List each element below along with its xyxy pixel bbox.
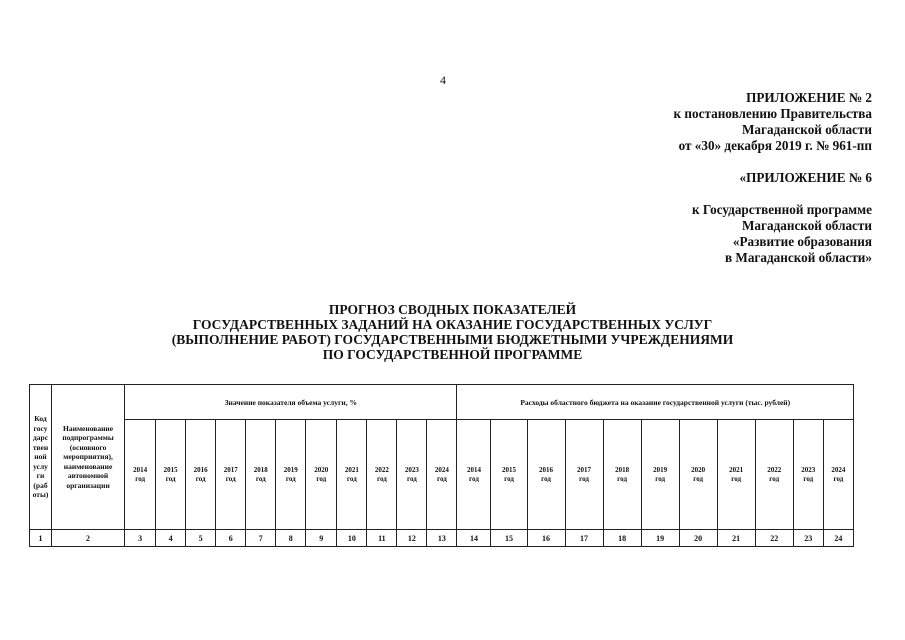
column-number-cell: 24 — [823, 530, 853, 547]
year-suffix: год — [346, 474, 357, 483]
volume-year-header — [216, 420, 246, 530]
year-suffix: год — [803, 474, 814, 483]
year-label: 2020 — [691, 465, 706, 474]
expenses-year-header — [793, 420, 823, 530]
year-suffix: год — [541, 474, 551, 483]
expenses-year-header — [491, 420, 527, 530]
year-label: 2021 — [729, 465, 744, 474]
title-line: ГОСУДАРСТВЕННЫХ ЗАДАНИЙ НА ОКАЗАНИЕ ГОСУДАРСТВЕННЫХ УСЛУГ — [192, 317, 713, 332]
code-column-header: Код госу дарс твен ной услу ги (раб оты) — [30, 385, 52, 530]
appendix-block — [674, 90, 872, 266]
expenses-group-header: Расходы областного бюджета на оказание государственной услуги (тыс. рублей) — [457, 385, 854, 420]
column-number-cell: 14 — [457, 530, 491, 547]
year-suffix: год — [693, 474, 704, 483]
year-suffix: год — [406, 474, 417, 483]
title-line: ПРОГНОЗ СВОДНЫХ ПОКАЗАТЕЛЕЙ — [328, 302, 577, 317]
expenses-year-header — [603, 420, 641, 530]
column-number-cell: 21 — [717, 530, 755, 547]
column-number-cell: 17 — [565, 530, 603, 547]
title-line: ПО ГОСУДАРСТВЕННОЙ ПРОГРАММЕ — [322, 347, 583, 362]
year-label: 2015 — [501, 465, 516, 474]
year-suffix: год — [617, 474, 627, 483]
column-number-cell: 3 — [125, 530, 156, 547]
year-suffix: год — [579, 474, 589, 483]
year-label: 2018 — [253, 465, 268, 474]
volume-year-header — [156, 420, 186, 530]
expenses-year-header — [755, 420, 793, 530]
appendix-line: к постановлению Правительства — [673, 106, 872, 121]
year-label: 2022 — [767, 465, 782, 474]
year-label: 2014 — [133, 465, 148, 474]
year-label: 2018 — [615, 465, 630, 474]
year-suffix: год — [504, 474, 514, 483]
appendix-line: «ПРИЛОЖЕНИЕ № 6 — [739, 170, 872, 185]
column-number-cell: 1 — [30, 530, 52, 547]
volume-group-header: Значение показателя объема услуги, % — [125, 385, 457, 420]
year-label: 2023 — [404, 465, 419, 474]
year-label: 2014 — [466, 465, 481, 474]
column-number-cell: 4 — [156, 530, 186, 547]
column-number-cell: 2 — [52, 530, 125, 547]
column-number-cell: 20 — [679, 530, 717, 547]
year-suffix: год — [165, 474, 176, 483]
volume-year-header — [186, 420, 216, 530]
expenses-year-header — [641, 420, 679, 530]
year-suffix: год — [731, 474, 742, 483]
column-number-cell: 6 — [216, 530, 246, 547]
expenses-year-header — [823, 420, 853, 530]
year-suffix: год — [135, 474, 146, 483]
appendix-line: «Развитие образования — [732, 234, 872, 249]
year-suffix: год — [655, 474, 666, 483]
page-number: 4 — [440, 73, 446, 87]
year-label: 2024 — [831, 465, 846, 474]
appendix-line: ПРИЛОЖЕНИЕ № 2 — [746, 90, 872, 105]
column-number-cell: 11 — [367, 530, 397, 547]
year-label: 2020 — [314, 465, 329, 474]
year-suffix: год — [285, 474, 296, 483]
forecast-table — [29, 384, 854, 547]
column-number-cell: 13 — [427, 530, 457, 547]
expenses-year-header — [527, 420, 565, 530]
year-suffix: год — [255, 474, 266, 483]
year-suffix: год — [195, 474, 206, 483]
expenses-year-header — [679, 420, 717, 530]
name-column-header: Наименование подпрограммы (основного мероприятия), наименование автономной организации — [52, 385, 125, 530]
year-suffix: год — [469, 474, 479, 483]
year-label: 2015 — [163, 465, 178, 474]
year-label: 2021 — [344, 465, 359, 474]
year-label: 2024 — [434, 465, 449, 474]
year-suffix: год — [376, 474, 387, 483]
appendix-line: в Магаданской области» — [724, 250, 872, 265]
document-title — [0, 302, 905, 362]
column-number-cell: 16 — [527, 530, 565, 547]
volume-year-header — [337, 420, 367, 530]
expenses-year-header — [717, 420, 755, 530]
expenses-year-header — [457, 420, 491, 530]
column-number-cell: 18 — [603, 530, 641, 547]
volume-year-header — [125, 420, 156, 530]
column-number-cell: 19 — [641, 530, 679, 547]
column-number-cell: 9 — [306, 530, 337, 547]
volume-year-header — [427, 420, 457, 530]
year-suffix: год — [769, 474, 780, 483]
column-number-cell: 23 — [793, 530, 823, 547]
year-label: 2016 — [193, 465, 208, 474]
column-number-cell: 7 — [246, 530, 276, 547]
column-number-cell: 10 — [337, 530, 367, 547]
year-label: 2023 — [801, 465, 816, 474]
year-label: 2017 — [223, 465, 238, 474]
column-number-cell: 15 — [491, 530, 527, 547]
column-number-cell: 22 — [755, 530, 793, 547]
year-label: 2019 — [283, 465, 298, 474]
volume-year-header — [276, 420, 306, 530]
year-label: 2019 — [653, 465, 668, 474]
appendix-line: Магаданской области — [741, 122, 872, 137]
column-number-cell: 5 — [186, 530, 216, 547]
year-label: 2022 — [374, 465, 389, 474]
year-label: 2016 — [539, 465, 554, 474]
title-line: (ВЫПОЛНЕНИЕ РАБОТ) ГОСУДАРСТВЕННЫМИ БЮДЖЕТНЫМИ УЧРЕЖДЕНИЯМИ — [171, 332, 734, 347]
column-number-cell: 8 — [276, 530, 306, 547]
volume-year-header — [246, 420, 276, 530]
volume-year-header — [397, 420, 427, 530]
volume-year-header — [306, 420, 337, 530]
column-number-cell: 12 — [397, 530, 427, 547]
expenses-year-header — [565, 420, 603, 530]
year-label: 2017 — [577, 465, 592, 474]
appendix-line: Магаданской области — [741, 218, 872, 233]
year-suffix: год — [316, 474, 327, 483]
volume-year-header — [367, 420, 397, 530]
year-suffix: год — [833, 474, 844, 483]
appendix-line: к Государственной программе — [691, 202, 872, 217]
appendix-line: от «30» декабря 2019 г. № 961-пп — [678, 138, 872, 153]
year-suffix: год — [225, 474, 236, 483]
year-suffix: год — [437, 474, 447, 483]
